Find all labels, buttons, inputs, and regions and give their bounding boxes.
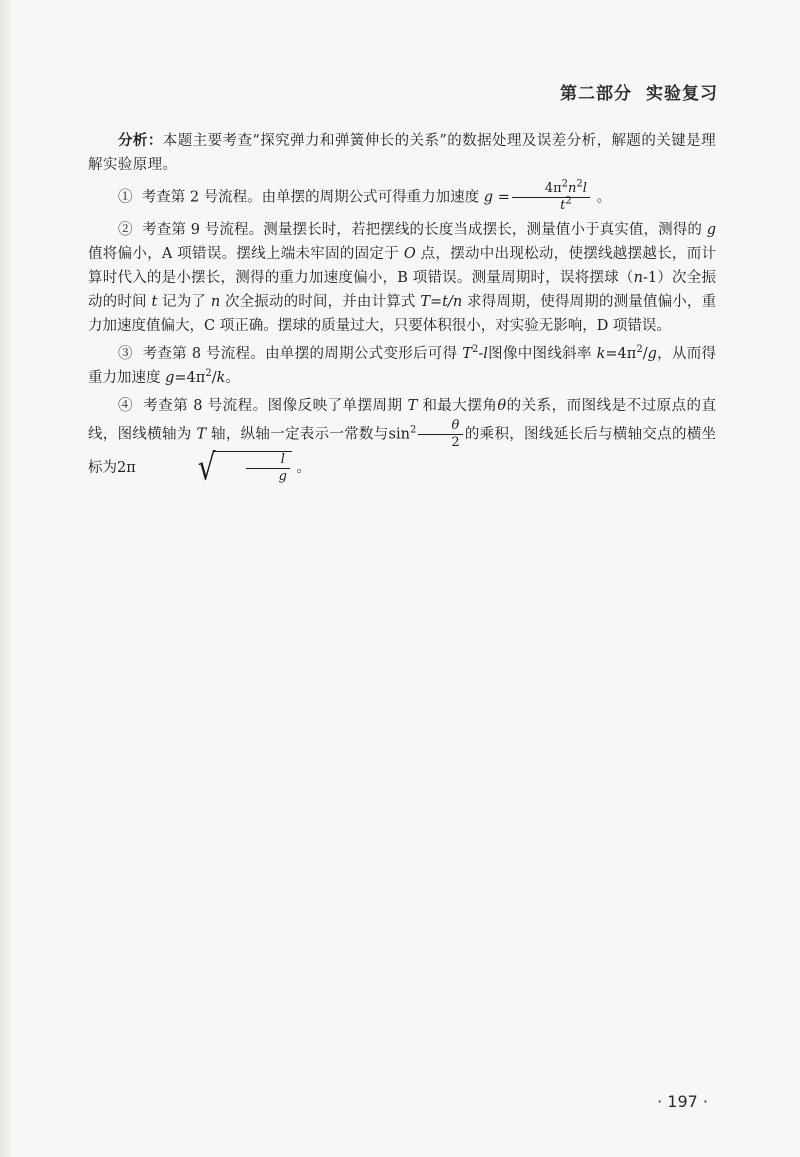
item-3-g-2: g — [165, 370, 175, 386]
item-4-T-2: T — [196, 426, 207, 443]
item-4-sin: sin — [388, 426, 410, 443]
item-3-pi-exp: 2 — [636, 344, 643, 356]
theta-half-denominator: 2 — [451, 435, 460, 450]
sqrt-l-over-g — [138, 445, 292, 489]
item-2-g: g — [706, 222, 717, 238]
analysis-label: 分析： — [118, 133, 163, 149]
item-2-text-5: 记为了 — [162, 294, 207, 310]
item-4-text-5: 的乘积，图线延长后与横轴交点的横坐标为 — [88, 426, 717, 476]
item-2-text-6: 次全振动的时间，并由计算式 — [224, 294, 416, 310]
item-2-text-7: 求得周期，使得周期的测量值偏小，重力加速度值偏大，C 项正确。摆球的质量过大，只要体积很小，对实验无影响，D 项错误。 — [88, 294, 717, 334]
item-3-l: l — [483, 346, 488, 362]
sqrt-radicand — [214, 451, 292, 485]
item-3-text-3: ，从而得重力加速度 — [88, 346, 717, 386]
item-2-n-1: n — [633, 270, 643, 286]
item-1-text: 考查第 2 号流程。由单摆的周期公式可得重力加速度 — [141, 189, 480, 206]
item-2-text-2: 值将偏小，A 项错误。摆线上端未牢固的固定于 — [88, 246, 399, 262]
item-2 — [88, 218, 716, 338]
header-part: 第二部分 — [560, 84, 632, 104]
item-3 — [88, 342, 716, 390]
header-section: 实验复习 — [646, 84, 718, 104]
sqrt-numerator: l — [246, 452, 290, 469]
item-3-slash: / — [642, 346, 648, 362]
item-3-T: T — [462, 346, 472, 362]
denominator-t: t — [560, 198, 566, 213]
radical-sign: √ — [197, 445, 216, 489]
item-3-g: g — [647, 346, 657, 362]
item-4-T: T — [407, 398, 418, 414]
numerator-4pi: 4π — [544, 181, 562, 196]
item-3-4pi-2: =4π — [174, 370, 206, 386]
item-1-var: g — [483, 189, 494, 206]
intro-text: 本题主要考查“探究弹力和弹簧伸长的关系”的数据处理及误差分析，解题的关键是理解实验原理。 — [88, 133, 716, 173]
intro-paragraph — [88, 129, 716, 177]
theta-half-fraction — [418, 418, 462, 451]
item-3-dash: - — [478, 346, 484, 362]
item-4-text-1: 考查第 8 号流程。图像反映了单摆周期 — [143, 398, 403, 414]
item-4-marker: ④ — [118, 398, 133, 414]
item-3-k-2: k — [216, 370, 226, 386]
numerator-exp-2: 2 — [576, 178, 583, 190]
item-4-sin-exp: 2 — [409, 424, 417, 436]
page-edge — [0, 0, 14, 1157]
item-2-text-4: -1）次全振动的时间 — [88, 270, 716, 310]
item-4-2pi: 2π — [117, 460, 136, 476]
gravity-formula-denominator — [512, 195, 590, 214]
item-4-end: 。 — [296, 460, 312, 476]
item-3-text-1: 考查第 8 号流程。由单摆的周期公式变形后可得 — [142, 346, 458, 362]
item-4 — [88, 394, 717, 489]
item-4-theta: θ — [497, 398, 507, 414]
item-2-text-3: 点，摆动中出现松动，使摆线越摆越长，而计算时代入的是小摆长，测得的重力加速度偏小，B 项错误。测量周期时，误将摆球（ — [88, 246, 716, 286]
item-3-4pi: =4π — [605, 346, 637, 362]
numerator-n: n — [568, 181, 577, 196]
gravity-formula-numerator — [512, 178, 590, 198]
item-3-slash-2: / — [211, 370, 217, 386]
sqrt-denominator: g — [278, 469, 287, 484]
item-2-formula: T=t/n — [420, 294, 463, 310]
analysis-content — [88, 129, 717, 489]
denominator-exp: 2 — [565, 195, 572, 207]
item-3-T-exp: 2 — [471, 344, 479, 356]
item-2-marker: ② — [118, 222, 133, 238]
item-2-o: O — [403, 246, 416, 262]
item-1-eq: = — [497, 189, 510, 206]
item-4-text-3: 的关系，而图线是不过原点的直线，图线横轴为 — [88, 398, 717, 443]
item-3-pi-exp-2: 2 — [205, 368, 212, 380]
item-3-marker: ③ — [118, 346, 133, 362]
item-4-text-2: 和最大摆角 — [422, 398, 498, 414]
item-1-end: 。 — [596, 189, 612, 206]
item-1-marker: ① — [118, 189, 133, 206]
numerator-l: l — [582, 181, 587, 196]
running-header — [560, 79, 718, 104]
item-2-text-1: 考查第 9 号流程。测量摆长时，若把摆线的长度当成摆长，测量值小于真实值，测得的 — [142, 222, 702, 238]
item-2-n-2: n — [210, 294, 221, 310]
item-4-text-4: 轴，纵轴一定表示一常数与 — [211, 426, 389, 443]
item-3-k: k — [596, 346, 606, 362]
page-number: · 197 · — [657, 1092, 708, 1111]
numerator-exp-1: 2 — [561, 178, 569, 190]
item-3-text-2: 图像中图线斜率 — [487, 346, 592, 362]
item-3-end: 。 — [225, 370, 240, 386]
item-2-t: t — [151, 294, 158, 310]
l-over-g-fraction — [246, 452, 290, 485]
item-1 — [88, 178, 716, 214]
theta-half-numerator: θ — [418, 418, 462, 435]
gravity-formula-fraction — [512, 178, 590, 214]
